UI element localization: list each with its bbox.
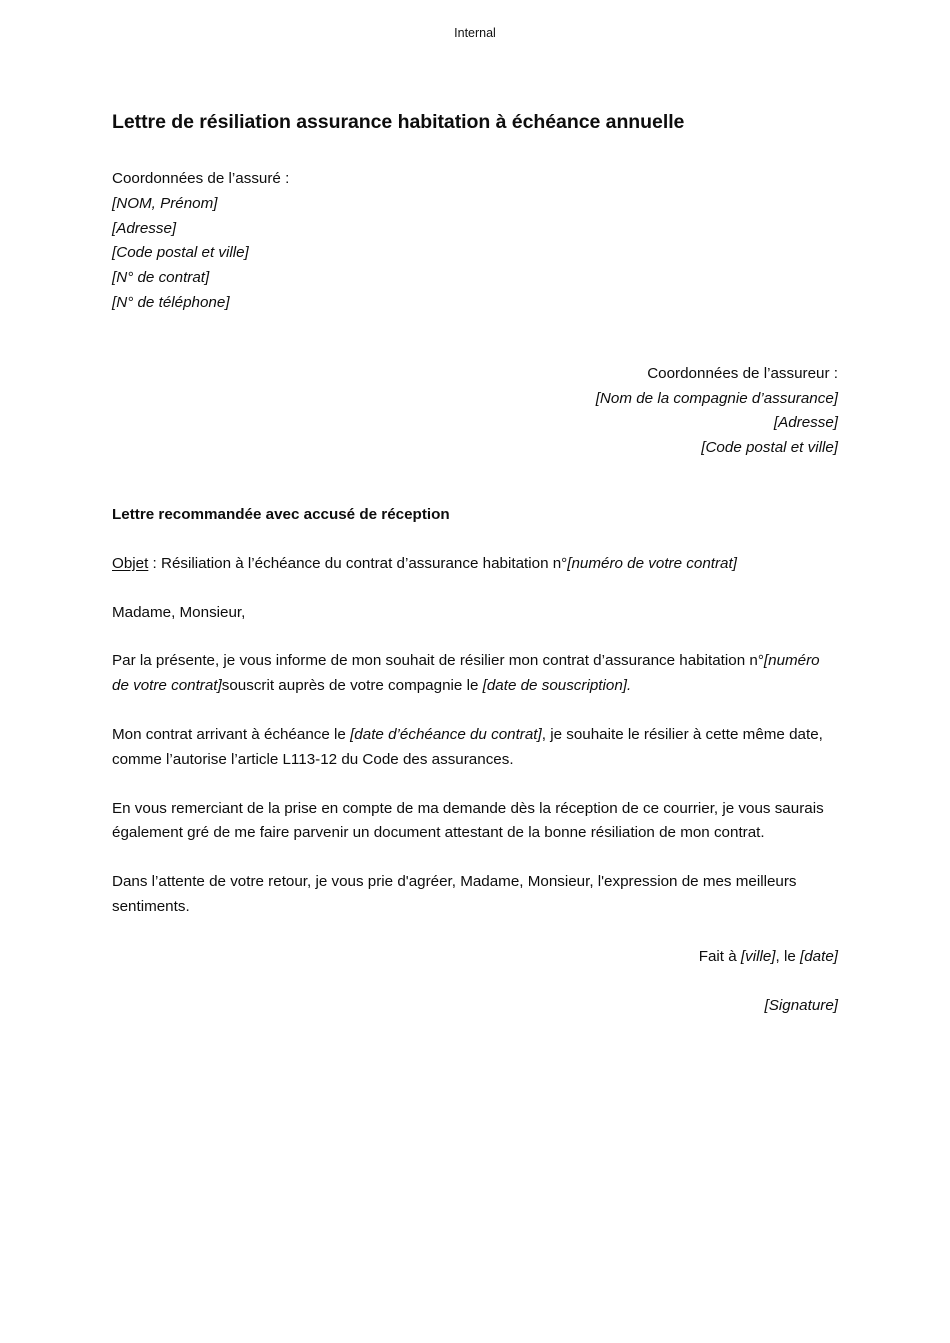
closing-date-placeholder: [date] — [800, 947, 838, 965]
insured-contact-block — [112, 167, 838, 316]
subject-separator: : — [148, 554, 161, 572]
page-title: Lettre de résiliation assurance habitation à échéance annuelle — [112, 111, 685, 133]
closing-text-part-1: Fait à — [698, 947, 741, 965]
closing-text-part-2: , le — [775, 947, 800, 965]
document-classification-header: Internal — [454, 26, 496, 40]
insured-heading: Coordonnées de l’assuré : — [112, 170, 290, 187]
salutation: Madame, Monsieur, — [112, 603, 246, 621]
paragraph-request-confirmation: En vous remerciant de la prise en compte de ma demande dès la réception de ce courrier, je vous saurais également gré de me faire parvenir un document attestant de la bonne résiliation de mon contrat. — [112, 799, 824, 842]
insured-name-placeholder: [NOM, Prénom] — [112, 194, 218, 212]
insurer-address-placeholder: [Adresse] — [773, 414, 838, 432]
paragraph-1-subscription-date-placeholder: [date de souscription] — [482, 677, 627, 695]
insurer-company-placeholder: [Nom de la compagnie d’assurance] — [595, 389, 838, 407]
subject-text: Résiliation à l’échéance du contrat d’assurance habitation n° — [160, 554, 568, 572]
paragraph-2-text-part-1: Mon contrat arrivant à échéance le — [112, 725, 351, 743]
signature-placeholder: [Signature] — [764, 996, 838, 1014]
subject-contract-number-placeholder: [numéro de votre contrat] — [567, 554, 737, 572]
insurer-contact-block — [112, 362, 838, 461]
document-body — [112, 108, 838, 1018]
insurer-postal-city-placeholder: [Code postal et ville] — [701, 439, 838, 457]
paragraph-notice-of-termination — [112, 649, 838, 699]
place-and-date-line — [112, 945, 838, 970]
insurer-heading: Coordonnées de l’assureur : — [647, 364, 838, 382]
closing-city-placeholder: [ville] — [740, 947, 776, 965]
paragraph-1-contract-number-placeholder: [numéro de votre contrat] — [112, 652, 820, 695]
insured-address-placeholder: [Adresse] — [112, 219, 177, 237]
paragraph-2-expiry-date-placeholder: [date d’échéance du contrat] — [350, 725, 542, 743]
paragraph-1-text-part-1: Par la présente, je vous informe de mon souhait de résilier mon contrat d’assurance habitation n° — [112, 652, 764, 670]
paragraph-2-text-part-2: , je souhaite le résilier à cette même date, comme l’autorise l’article L113-12 du Code des assurances. — [112, 725, 823, 768]
insured-contract-number-placeholder: [N° de contrat] — [112, 269, 210, 287]
subject-line — [112, 552, 838, 577]
paragraph-closing-formula: Dans l’attente de votre retour, je vous prie d'agréer, Madame, Monsieur, l'expression de mes meilleurs sentiments. — [112, 873, 797, 915]
paragraph-contract-expiry — [112, 723, 838, 773]
insured-postal-city-placeholder: [Code postal et ville] — [112, 244, 249, 262]
paragraph-1-text-part-3: . — [626, 677, 632, 695]
paragraph-1-text-part-2: souscrit auprès de votre compagnie le — [221, 677, 483, 695]
mailing-notice: Lettre recommandée avec accusé de réception — [112, 505, 450, 523]
insured-phone-placeholder: [N° de téléphone] — [112, 293, 230, 311]
subject-label: Objet — [112, 554, 149, 572]
